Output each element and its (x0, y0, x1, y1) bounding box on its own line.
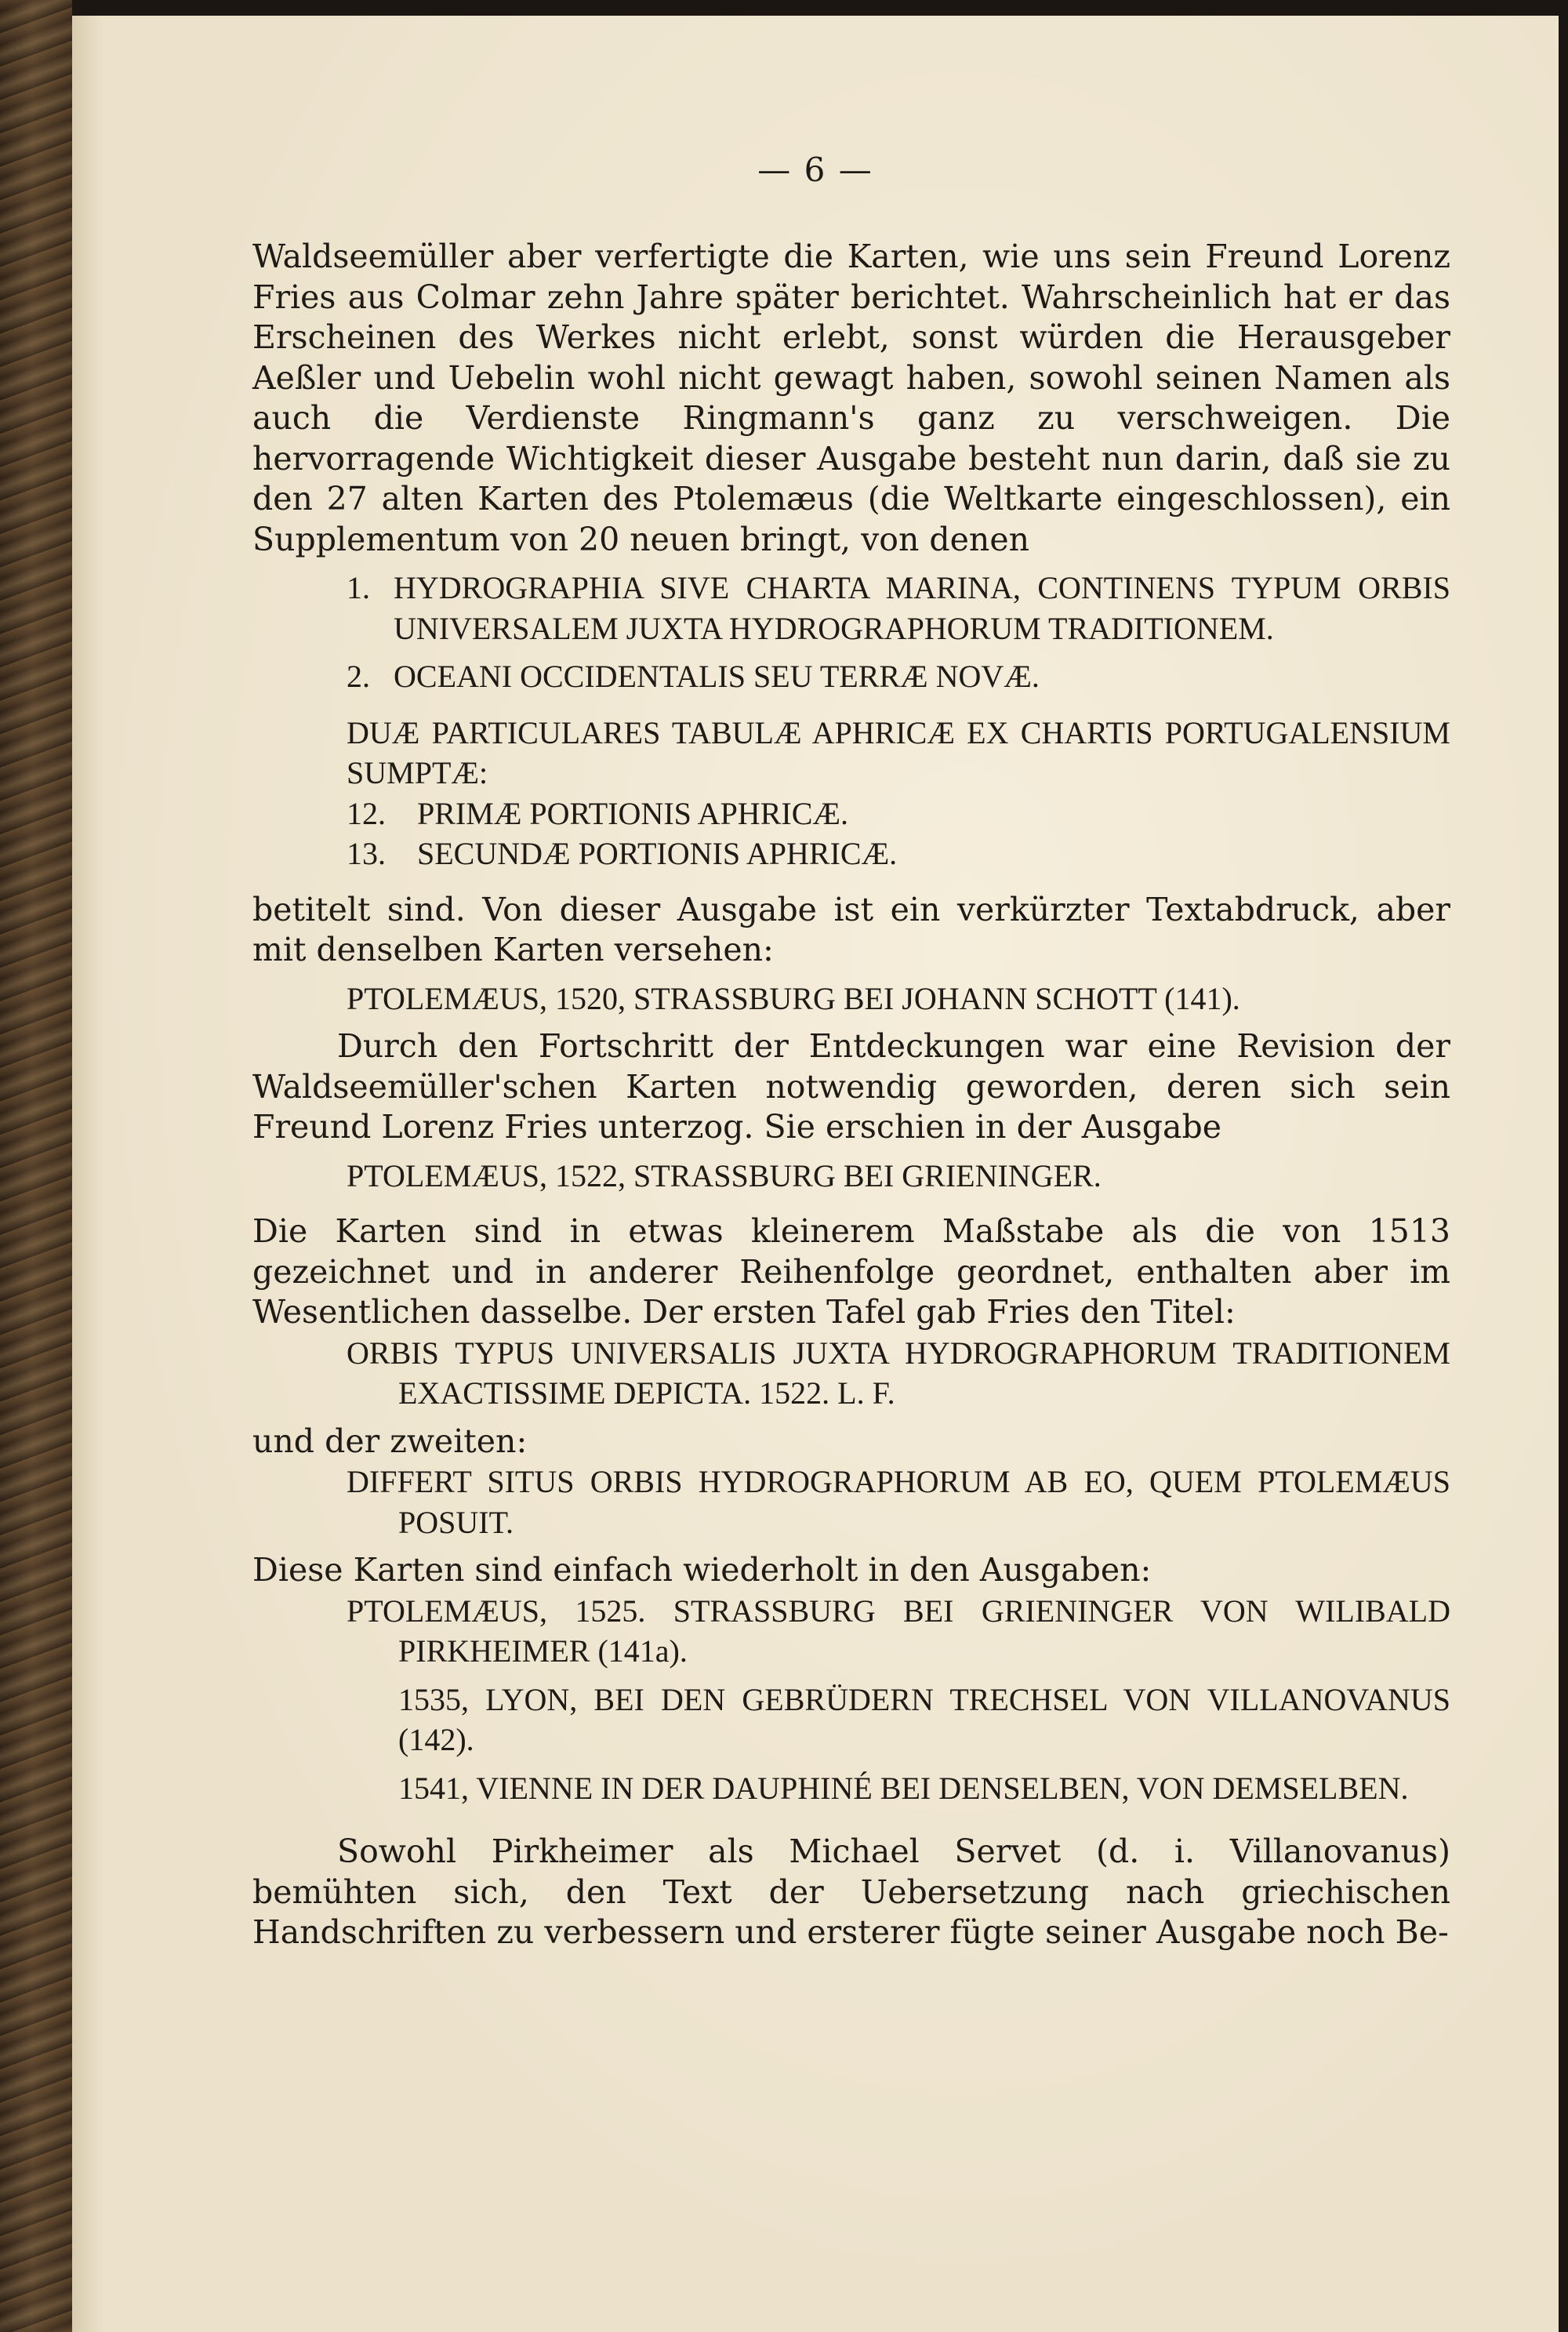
list-item (347, 656, 1450, 697)
map-title: OCEANI OCCIDENTALIS SEU TERRÆ NOVÆ. (394, 659, 1040, 694)
list-number: 1. (347, 570, 370, 605)
list-item (347, 794, 1450, 834)
edition-entry: PTOLEMÆUS, 1520, STRASSBURG BEI JOHANN SCHOTT (141). (347, 980, 1240, 1016)
paragraph: Sowohl Pirkheimer als Michael Servet (d. i. Villanovanus) bemühten sich, den Text der Uebersetzung nach griechischen Handschriften zu verbessern und ersterer fügte seiner Ausgabe noch Be- (252, 1833, 1450, 1951)
list-number: 13. (347, 836, 386, 871)
map-title: DIFFERT SITUS ORBIS HYDROGRAPHORUM AB EO, QUEM PTOLEMÆUS POSUIT. (347, 1464, 1450, 1540)
list-item (347, 834, 1450, 874)
paragraph: Durch den Fortschritt der Entdeckungen war eine Revision der Waldseemüller'schen Karten notwendig geworden, deren sich sein Freund Lorenz Fries unterzog. Sie erschien in der Ausgabe (252, 1027, 1450, 1146)
edition-entry: PTOLEMÆUS, 1525. STRASSBURG BEI GRIENINGER VON WILIBALD PIRKHEIMER (141a). (347, 1593, 1450, 1669)
book-binding-edge (0, 0, 72, 2332)
map-title: SECUNDÆ PORTIONIS APHRICÆ. (417, 836, 898, 871)
list-number: 12. (347, 795, 386, 831)
paragraph: und der zweiten: (252, 1422, 528, 1460)
map-title: HYDROGRAPHIA SIVE CHARTA MARINA, CONTINENS TYPUM ORBIS UNIVERSALEM JUXTA HYDROGRAPHORUM TRADITIONEM. (394, 570, 1450, 646)
book-page (72, 16, 1559, 2332)
edition-entry: PTOLEMÆUS, 1522, STRASSBURG BEI GRIENINGER. (347, 1157, 1102, 1193)
page-text (252, 237, 1450, 1953)
paragraph: Die Karten sind in etwas kleinerem Maßstabe als die von 1513 gezeichnet und in anderer Reihenfolge geordnet, enthalten aber im Wesentlichen dasselbe. Der ersten Tafel gab Fries den Titel: (252, 1212, 1450, 1331)
paragraph: Diese Karten sind einfach wiederholt in den Ausgaben: (252, 1551, 1152, 1589)
edition-entry: 1535, LYON, BEI DEN GEBRÜDERN TRECHSEL VON VILLANOVANUS (142). (398, 1681, 1450, 1757)
page-number: — 6 — (757, 151, 873, 189)
list-number: 2. (347, 659, 370, 694)
paragraph: Waldseemüller aber verfertigte die Karten, wie uns sein Freund Lorenz Fries aus Colmar zehn Jahre später berichtet. Wahrscheinlich hat er das Erscheinen des Werkes nicht erlebt, sonst würden die Herausgeber Aeßler und Uebelin wohl nicht gewagt haben, sowohl seinen Namen als auch die Verdienste Ringmann's ganz zu verschweigen. Die hervorragende Wichtigkeit dieser Ausgabe besteht nun darin, daß sie zu den 27 alten Karten des Ptolemæus (die Weltkarte eingeschlossen), ein Supplementum von 20 neuen bringt, von denen (252, 238, 1450, 558)
paragraph: betitelt sind. Von dieser Ausgabe ist ein verkürzter Textabdruck, aber mit denselben Karten versehen: (252, 890, 1450, 968)
map-title: ORBIS TYPUS UNIVERSALIS JUXTA HYDROGRAPHORUM TRADITIONEM EXACTISSIME DEPICTA. 1522. L. F. (347, 1335, 1450, 1411)
edition-entry: 1541, VIENNE IN DER DAUPHINÉ BEI DENSELBEN, VON DEMSELBEN. (398, 1770, 1409, 1806)
map-title: PRIMÆ PORTIONIS APHRICÆ. (417, 795, 848, 831)
list-item (347, 568, 1450, 648)
section-heading: DUÆ PARTICULARES TABULÆ APHRICÆ EX CHARTIS PORTUGALENSIUM SUMPTÆ: (347, 714, 1450, 790)
